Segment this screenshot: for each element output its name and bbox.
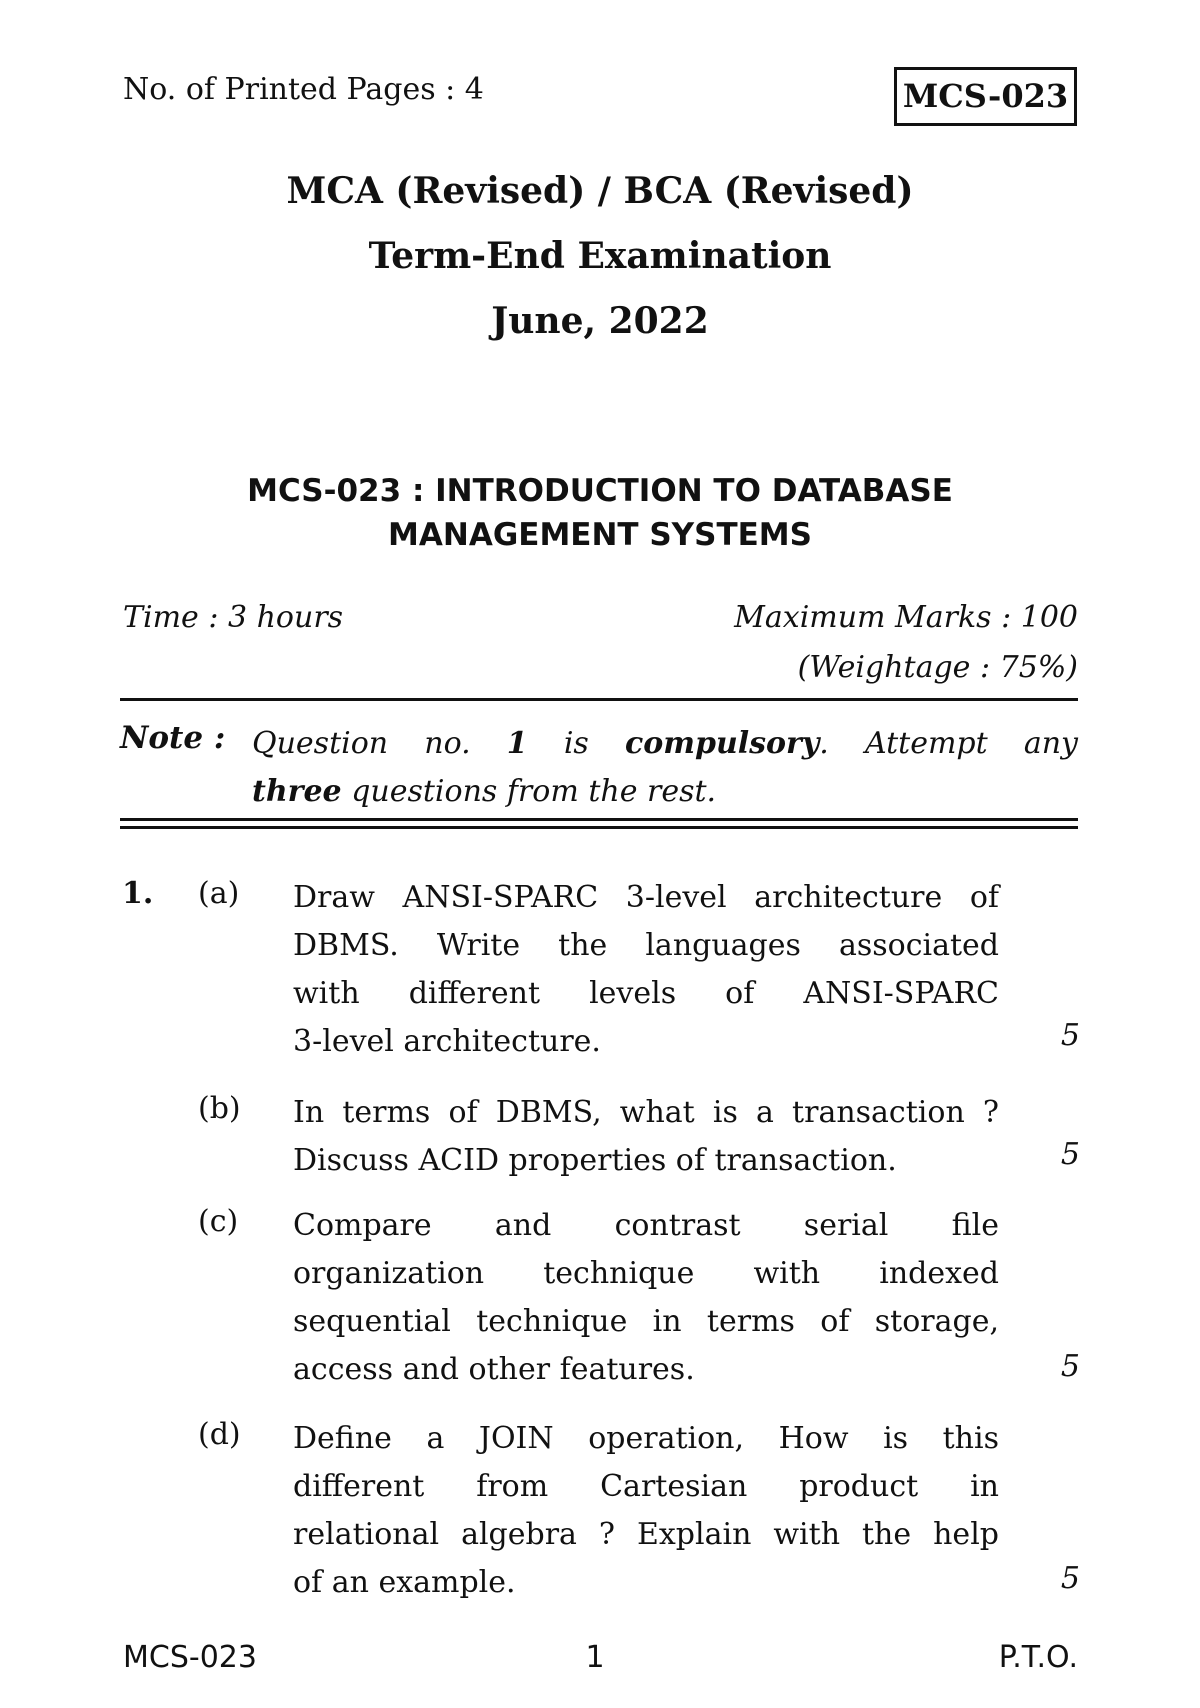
- subquestion-a-marks: 5: [1060, 1018, 1080, 1053]
- question-line: Draw ANSI-SPARC 3-level architecture of: [293, 880, 999, 915]
- note-line-1: [252, 720, 1078, 768]
- weightage: (Weightage : 75%): [797, 650, 1078, 685]
- divider-double-1: [120, 818, 1078, 821]
- subquestion-d-marks: 5: [1060, 1561, 1080, 1596]
- exam-title: Term-End Examination: [368, 235, 832, 277]
- exam-date: June, 2022: [491, 300, 709, 342]
- subquestion-c-text: [293, 1202, 999, 1394]
- subquestion-d-text: [293, 1415, 999, 1607]
- subquestion-b-label: (b): [198, 1091, 241, 1126]
- question-line: Define a JOIN operation, How is this: [293, 1421, 999, 1456]
- question-number: 1.: [122, 876, 154, 911]
- question-line: Discuss ACID properties of transaction.: [293, 1143, 897, 1178]
- note-word: Attempt: [864, 726, 988, 761]
- note-compulsory: compulsory: [624, 726, 820, 761]
- note-question-number: 1: [506, 726, 528, 761]
- subquestion-c-marks: 5: [1060, 1349, 1080, 1384]
- question-line: relational algebra ? Explain with the help: [293, 1517, 999, 1552]
- note-rest: questions from the rest.: [341, 774, 717, 809]
- divider-top: [120, 698, 1078, 701]
- question-line: of an example.: [293, 1565, 516, 1600]
- programme-title: MCA (Revised) / BCA (Revised): [286, 170, 914, 212]
- subquestion-a-text: [293, 874, 999, 1066]
- question-line: different from Cartesian product in: [293, 1469, 999, 1504]
- course-title-line1: MCS-023 : INTRODUCTION TO DATABASE: [247, 473, 953, 509]
- footer-page-number: 1: [585, 1640, 605, 1675]
- footer-pto: P.T.O.: [998, 1640, 1078, 1675]
- question-line: DBMS. Write the languages associated: [293, 928, 999, 963]
- subquestion-a-label: (a): [198, 876, 240, 911]
- question-line: access and other features.: [293, 1352, 695, 1387]
- question-line: 3-level architecture.: [293, 1024, 601, 1059]
- note-word: Question: [252, 726, 389, 761]
- note-word: .: [819, 726, 829, 761]
- note-word: any: [1023, 726, 1078, 761]
- note-text: [252, 720, 1078, 816]
- note-word: is: [563, 726, 589, 761]
- question-line: Compare and contrast serial file: [293, 1208, 999, 1243]
- subquestion-c-label: (c): [198, 1204, 239, 1239]
- subquestion-b-marks: 5: [1060, 1137, 1080, 1172]
- note-word: no.: [424, 726, 471, 761]
- note-label: Note :: [120, 720, 226, 756]
- course-code-box: MCS-023: [894, 67, 1077, 126]
- course-title-line2: MANAGEMENT SYSTEMS: [388, 517, 812, 553]
- printed-pages: No. of Printed Pages : 4: [123, 72, 484, 107]
- subquestion-d-label: (d): [198, 1417, 241, 1452]
- question-line: with different levels of ANSI-SPARC: [293, 976, 999, 1011]
- question-line: sequential technique in terms of storage,: [293, 1304, 999, 1339]
- maximum-marks: Maximum Marks : 100: [734, 600, 1078, 635]
- question-line: organization technique with indexed: [293, 1256, 999, 1291]
- question-line: In terms of DBMS, what is a transaction ?: [293, 1095, 999, 1130]
- note-line-2: [252, 768, 1078, 816]
- footer-course-code: MCS-023: [123, 1640, 257, 1675]
- subquestion-b-text: [293, 1089, 999, 1185]
- divider-double-2: [120, 826, 1078, 829]
- exam-time: Time : 3 hours: [123, 600, 344, 635]
- note-three: three: [252, 774, 342, 809]
